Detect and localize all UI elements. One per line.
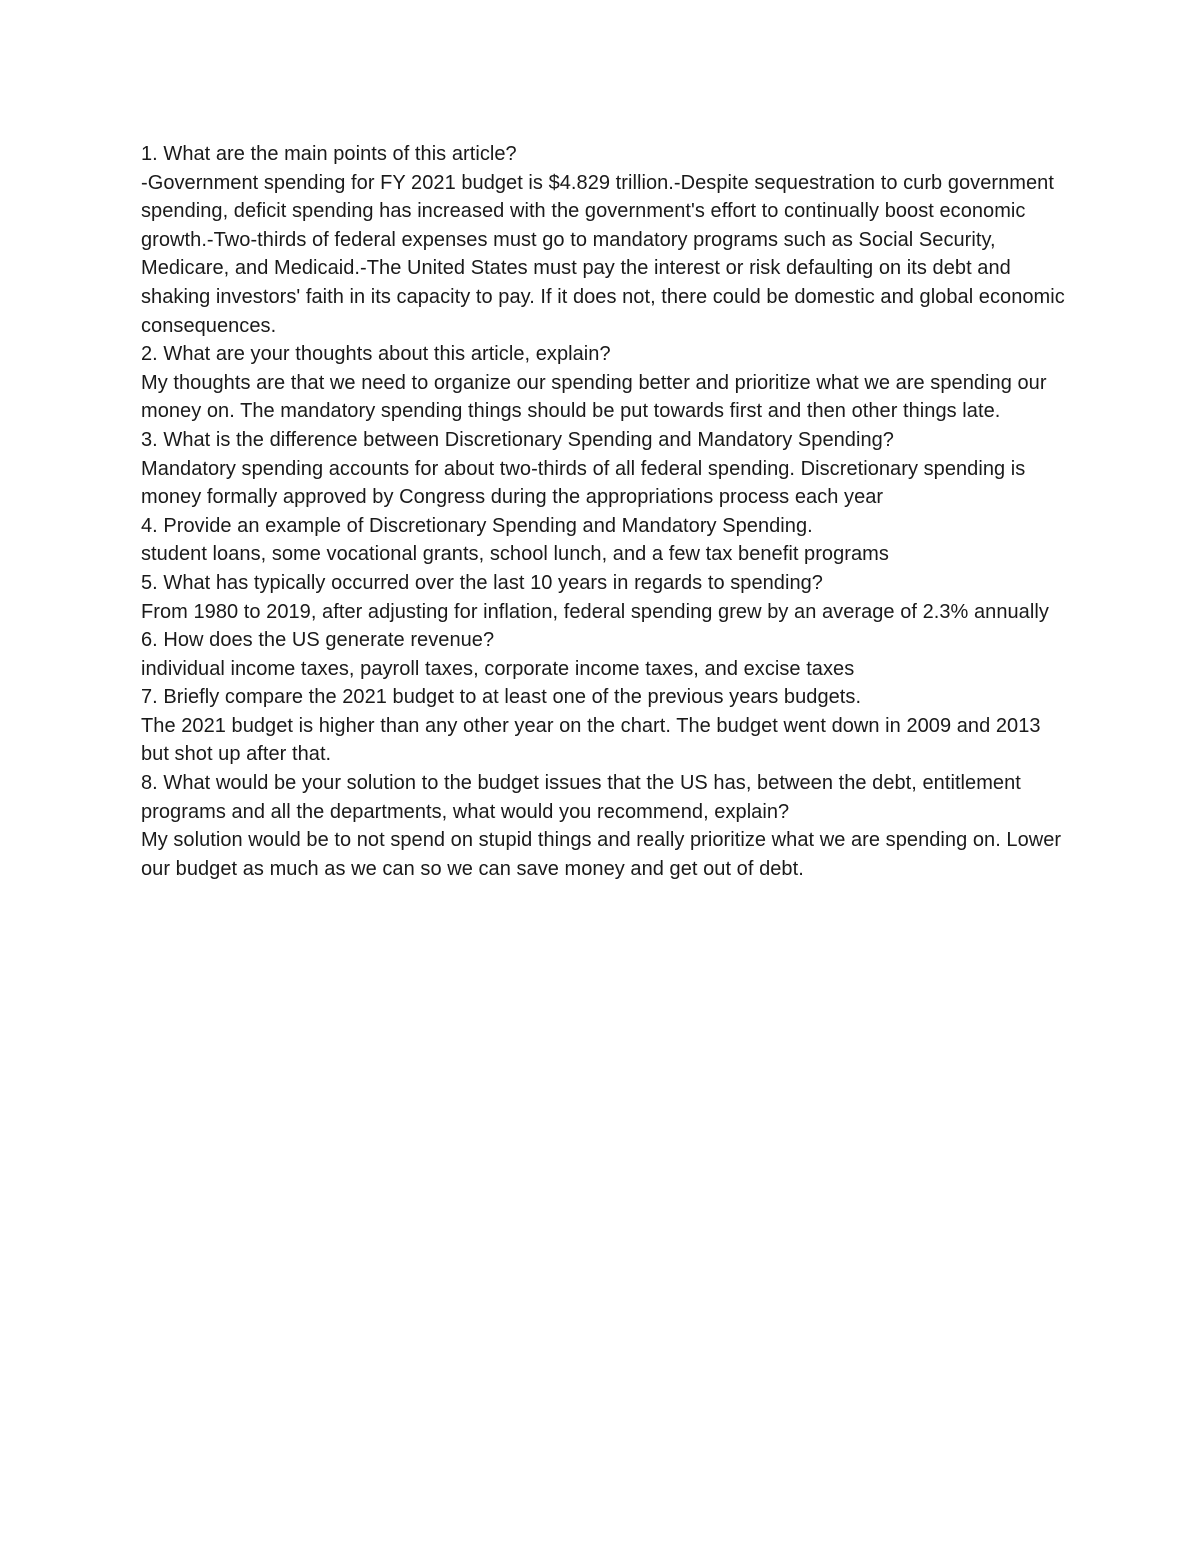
- answer-1: -Government spending for FY 2021 budget is $4.829 trillion.-Despite sequestration to curb government spending, deficit spending has increased with the government's effort to continually boost economic growth.-Two-thirds of federal expenses must go to mandatory programs such as Social Security, Medicare, and Medicaid.-The United States must pay the interest or risk defaulting on its debt and shaking investors' faith in its capacity to pay. If it does not, there could be domestic and global economic consequences.: [141, 171, 1065, 337]
- question-2: 2. What are your thoughts about this article, explain?: [141, 343, 611, 366]
- answer-3: Mandatory spending accounts for about two-thirds of all federal spending. Discretionary spending is money formally approved by Congress during the appropriations process each year: [141, 457, 1026, 509]
- answer-7: The 2021 budget is higher than any other year on the chart. The budget went down in 2009 and 2013 but shot up after that.: [141, 714, 1041, 766]
- document-body: [141, 140, 1071, 883]
- question-3: 3. What is the difference between Discretionary Spending and Mandatory Spending?: [141, 428, 894, 451]
- question-8: 8. What would be your solution to the budget issues that the US has, between the debt, entitlement programs and all the departments, what would you recommend, explain?: [141, 772, 1021, 823]
- question-7: 7. Briefly compare the 2021 budget to at least one of the previous years budgets.: [141, 686, 862, 709]
- answer-5: From 1980 to 2019, after adjusting for inflation, federal spending grew by an average of 2.3% annually: [141, 600, 1049, 623]
- answer-6: individual income taxes, payroll taxes, corporate income taxes, and excise taxes: [141, 657, 855, 680]
- answer-8: My solution would be to not spend on stupid things and really prioritize what we are spending on. Lower our budget as much as we can so we can save money and get out of debt.: [141, 829, 1062, 880]
- question-6: 6. How does the US generate revenue?: [141, 629, 495, 652]
- question-4: 4. Provide an example of Discretionary Spending and Mandatory Spending.: [141, 514, 813, 537]
- question-5: 5. What has typically occurred over the last 10 years in regards to spending?: [141, 571, 823, 594]
- question-1: 1. What are the main points of this article?: [141, 143, 517, 165]
- answer-4: student loans, some vocational grants, school lunch, and a few tax benefit programs: [141, 543, 889, 566]
- answer-2: My thoughts are that we need to organize our spending better and prioritize what we are spending our money on. The mandatory spending things should be put towards first and then other things late.: [141, 371, 1047, 423]
